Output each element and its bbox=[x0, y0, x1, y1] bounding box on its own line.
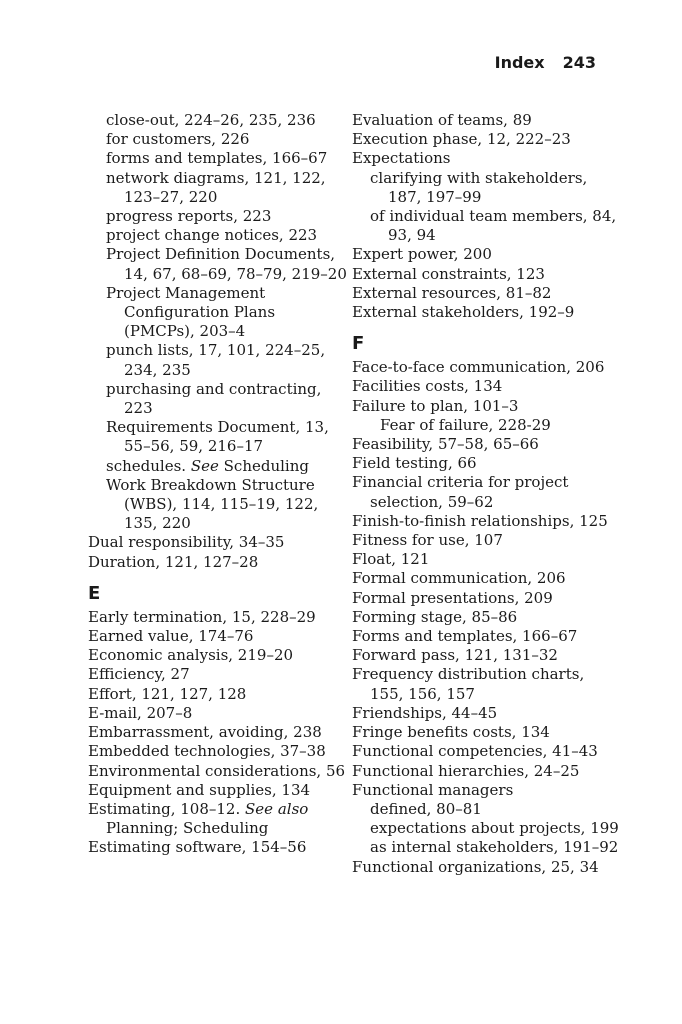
index-entry bbox=[352, 531, 622, 550]
entry-text: Equipment and supplies, 134 bbox=[88, 780, 311, 799]
index-entry bbox=[352, 704, 622, 723]
index-entry bbox=[88, 800, 348, 838]
entry-text: Efficiency, 27 bbox=[88, 665, 190, 684]
index-subentry bbox=[88, 169, 348, 207]
entry-text: Project Definition Documents, 14, 67, 68–69, 78–79, 219–20 bbox=[106, 245, 347, 283]
entry-text: Forward pass, 121, 131–32 bbox=[352, 646, 558, 665]
entry-text: Fitness for use, 107 bbox=[352, 531, 503, 550]
entry-text: Feasibility, 57–58, 65–66 bbox=[352, 435, 539, 454]
index-entry bbox=[352, 435, 622, 454]
entry-text: progress reports, 223 bbox=[106, 207, 272, 226]
entry-text: of individual team members, 84, 93, 94 bbox=[370, 207, 617, 245]
index-subentry bbox=[88, 111, 348, 130]
entry-text: Friendships, 44–45 bbox=[352, 703, 498, 722]
index-entry bbox=[88, 838, 348, 857]
running-head: Index bbox=[494, 53, 545, 72]
index-entry bbox=[352, 265, 622, 284]
entry-text: Early termination, 15, 228–29 bbox=[88, 607, 316, 626]
index-entry bbox=[88, 723, 348, 742]
entry-text: Forms and templates, 166–67 bbox=[352, 627, 578, 646]
entry-text: Float, 121 bbox=[352, 550, 430, 569]
entry-text: clarifying with stakeholders, 187, 197–99 bbox=[370, 168, 588, 206]
entry-text: purchasing and contracting, 223 bbox=[106, 379, 322, 418]
entry-text: as internal stakeholders, 191–92 bbox=[370, 838, 619, 857]
index-subentry bbox=[352, 169, 622, 207]
index-entry bbox=[88, 704, 348, 723]
entry-text: Functional hierarchies, 24–25 bbox=[352, 761, 580, 780]
index-subentry bbox=[352, 416, 622, 435]
page-number: 243 bbox=[562, 53, 596, 72]
index-entry bbox=[88, 685, 348, 704]
see-reference: See bbox=[190, 456, 219, 475]
index-entry bbox=[88, 665, 348, 684]
index-subentry bbox=[352, 207, 622, 245]
index-entry bbox=[352, 130, 622, 149]
index-entry bbox=[352, 454, 622, 473]
index-entry bbox=[352, 149, 622, 168]
entry-text: Embarrassment, avoiding, 238 bbox=[88, 723, 322, 742]
entry-text: Estimating software, 154–56 bbox=[88, 838, 307, 857]
entry-text: Facilities costs, 134 bbox=[352, 377, 503, 396]
entry-text: Face-to-face communication, 206 bbox=[352, 358, 605, 377]
entry-text: Failure to plan, 101–3 bbox=[352, 396, 519, 415]
entry-text: Field testing, 66 bbox=[352, 454, 477, 473]
index-subentry bbox=[352, 800, 622, 819]
entry-text: defined, 80–81 bbox=[370, 799, 482, 818]
entry-text: External constraints, 123 bbox=[352, 264, 545, 283]
entry-text: Duration, 121, 127–28 bbox=[88, 552, 259, 571]
index-column-left bbox=[88, 111, 348, 858]
index-entry bbox=[88, 762, 348, 781]
entry-text: Fringe benefits costs, 134 bbox=[352, 723, 550, 742]
entry-text: Functional organizations, 25, 34 bbox=[352, 857, 599, 876]
index-entry bbox=[352, 646, 622, 665]
entry-text: Earned value, 174–76 bbox=[88, 627, 254, 646]
index-subentry bbox=[88, 457, 348, 476]
index-entry bbox=[352, 781, 622, 800]
entry-text: network diagrams, 121, 122, 123–27, 220 bbox=[106, 168, 326, 206]
entry-text: Expert power, 200 bbox=[352, 245, 492, 264]
index-entry bbox=[352, 550, 622, 569]
index-subentry bbox=[88, 380, 348, 418]
entry-text: Forming stage, 85–86 bbox=[352, 607, 518, 626]
index-entry bbox=[352, 303, 622, 322]
entry-text: close-out, 224–26, 235, 236 bbox=[106, 111, 316, 129]
entry-text: expectations about projects, 199 bbox=[370, 819, 619, 838]
index-subentry bbox=[352, 838, 622, 857]
index-entry bbox=[88, 742, 348, 761]
entry-text: Project Management Configuration Plans (PMCPs), 203–4 bbox=[106, 283, 276, 341]
entry-text: project change notices, 223 bbox=[106, 226, 318, 245]
index-subentry bbox=[88, 245, 348, 283]
index-entry bbox=[352, 284, 622, 303]
entry-text: Evaluation of teams, 89 bbox=[352, 111, 532, 129]
entry-text: forms and templates, 166–67 bbox=[106, 149, 328, 168]
entry-text: Execution phase, 12, 222–23 bbox=[352, 130, 571, 149]
entry-text: External stakeholders, 192–9 bbox=[352, 303, 575, 322]
index-entry bbox=[352, 627, 622, 646]
index-subentry bbox=[88, 207, 348, 226]
index-entry bbox=[352, 397, 622, 416]
entry-text: Formal communication, 206 bbox=[352, 569, 566, 588]
index-entry bbox=[88, 553, 348, 572]
entry-text: Dual responsibility, 34–35 bbox=[88, 533, 285, 552]
entry-text: Embedded technologies, 37–38 bbox=[88, 742, 326, 761]
index-subentry bbox=[88, 130, 348, 149]
index-subentry bbox=[88, 284, 348, 342]
index-entry bbox=[352, 762, 622, 781]
index-section-letter: E bbox=[88, 582, 101, 604]
index-entry bbox=[352, 742, 622, 761]
index-entry bbox=[352, 589, 622, 608]
entry-text: Finish-to-finish relationships, 125 bbox=[352, 511, 608, 530]
index-entry bbox=[88, 781, 348, 800]
index-entry bbox=[352, 358, 622, 377]
page-header bbox=[495, 53, 596, 72]
index-subentry bbox=[88, 476, 348, 534]
entry-text: Expectations bbox=[352, 149, 451, 168]
index-entry bbox=[88, 646, 348, 665]
entry-text: Economic analysis, 219–20 bbox=[88, 646, 294, 665]
index-entry bbox=[88, 608, 348, 627]
index-entry bbox=[88, 533, 348, 552]
entry-text: Financial criteria for project selection, 59–62 bbox=[352, 473, 569, 511]
index-section-letter: F bbox=[352, 333, 365, 355]
entry-text: for customers, 226 bbox=[106, 130, 250, 149]
index-entry bbox=[352, 111, 622, 130]
index-entry bbox=[352, 245, 622, 264]
index-subentry bbox=[88, 149, 348, 168]
entry-text: punch lists, 17, 101, 224–25, 234, 235 bbox=[106, 341, 326, 379]
index-subentry bbox=[88, 341, 348, 379]
see-reference: See also bbox=[245, 799, 309, 818]
entry-text: Effort, 121, 127, 128 bbox=[88, 684, 247, 703]
entry-text: Estimating, 108–12. bbox=[88, 799, 241, 818]
index-entry bbox=[352, 858, 622, 877]
entry-text: Work Breakdown Structure (WBS), 114, 115–19, 122, 135, 220 bbox=[106, 475, 319, 533]
see-target: Planning; Scheduling bbox=[106, 819, 269, 838]
entry-text: External resources, 81–82 bbox=[352, 283, 552, 302]
entry-text: Environmental considerations, 56 bbox=[88, 761, 346, 780]
index-entry bbox=[352, 512, 622, 531]
entry-text: Functional competencies, 41–43 bbox=[352, 742, 598, 761]
index-entry bbox=[88, 627, 348, 646]
index-entry bbox=[352, 569, 622, 588]
index-column-right bbox=[352, 111, 622, 877]
entry-text: Requirements Document, 13, 55–56, 59, 216–17 bbox=[106, 418, 329, 456]
index-entry bbox=[352, 608, 622, 627]
index-subentry bbox=[352, 819, 622, 838]
entry-text: Frequency distribution charts, 155, 156, 157 bbox=[352, 665, 585, 703]
index-subentry bbox=[88, 418, 348, 456]
index-subentry bbox=[88, 226, 348, 245]
index-entry bbox=[352, 377, 622, 396]
entry-text: Fear of failure, 228-29 bbox=[380, 415, 551, 434]
entry-text: Functional managers bbox=[352, 780, 514, 799]
entry-text: Formal presentations, 209 bbox=[352, 588, 553, 607]
see-target: Scheduling bbox=[223, 456, 309, 475]
index-entry bbox=[352, 665, 622, 703]
entry-text: E-mail, 207–8 bbox=[88, 703, 193, 722]
index-entry bbox=[352, 723, 622, 742]
index-entry bbox=[352, 473, 622, 511]
entry-text: schedules. bbox=[106, 456, 187, 475]
